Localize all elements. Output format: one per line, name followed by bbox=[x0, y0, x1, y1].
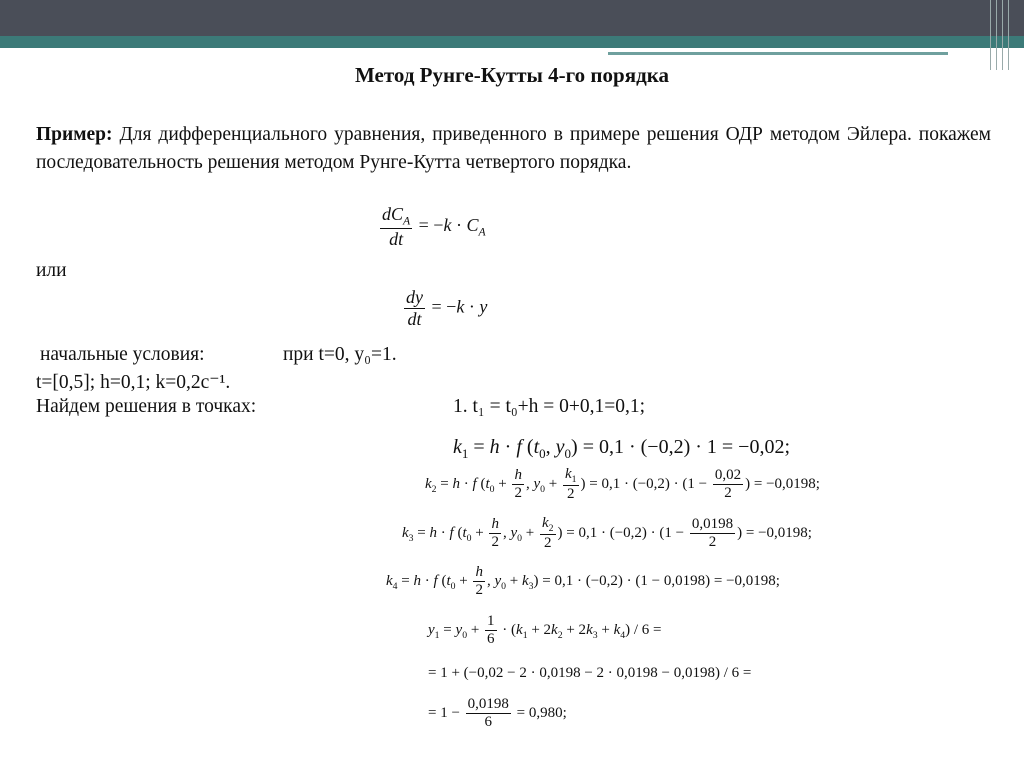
equation-ode-y: $\frac{dy}{dt}$ = −k · y bbox=[406, 287, 488, 329]
header-bar bbox=[0, 0, 1024, 36]
initial-conditions-label: начальные условия: bbox=[40, 344, 205, 365]
parameters: t=[0,5]; h=0,1; k=0,2c⁻¹. bbox=[36, 372, 231, 393]
slide-title: Метод Рунге-Кутты 4-го порядка bbox=[355, 63, 669, 87]
equation-k1: $k_1 = h \cdot f$ ($t_0$, $y_0) = 0,1 \cdot (-0,2) \cdot 1 = -0,02$; bbox=[453, 436, 791, 461]
equation-k3: $k_3 = h \cdot f$ ($t_0$ + $\frac{h}{2}$ , $y_0$ + $\frac{k_2}{2}$ ) = 0,1 · (−0,2) · (1 − $\frac{0,0198}{2}$ ) = −0,0198; bbox=[402, 515, 812, 551]
or-label: или bbox=[36, 260, 67, 281]
accent-bar bbox=[0, 36, 1024, 48]
equation-k2: $k_2 = h \cdot f$ ($t_0$ + $\frac{h}{2}$ , $y_0$ + $\frac{k_1}{2}$ ) = 0,1 · (−0,2) · (1 − $\frac{0,02}{2}$ ) = −0,0198; bbox=[425, 466, 820, 502]
decorative-lines bbox=[986, 0, 1016, 70]
accent-line bbox=[608, 52, 948, 55]
equation-ode: $\frac{dC_A}{dt}$ = $-k \cdot C_A$ bbox=[382, 204, 486, 249]
intro-text: Для дифференциального уравнения, приведенного в примере решения ОДР методом Эйлера. покажем последовательность решения методом Рунге-Кутта четвертого порядка. bbox=[36, 124, 991, 173]
equation-y1-expanded: = 1 + (−0,02 − 2 · 0,0198 − 2 · 0,0198 − 0,0198) / 6 = bbox=[428, 665, 752, 681]
equation-k4: $k_4 = h \cdot f$ ($t_0$ + $\frac{h}{2}$ , $y_0 + k_3) = 0,1 \cdot (-0,2) \cdot (1 - 0,0198) = -0,0198$; bbox=[386, 564, 780, 598]
equation-y1: $y_1 = y_0$ + $\frac{1}{6}$ · $(k_1 + 2k_2 + 2k_3 + k_4) / 6$ = bbox=[428, 613, 662, 647]
initial-conditions-value: при t=0, y₀=1. bbox=[283, 344, 397, 365]
step-1: 1. t₁ = t₀+h = 0+0,1=0,1; bbox=[453, 396, 646, 417]
example-label: Пример: bbox=[36, 124, 113, 145]
equation-y1-result: = 1 − $\frac{0,0198}{6}$ = 0,980; bbox=[428, 696, 567, 730]
intro-paragraph bbox=[36, 121, 991, 177]
find-solutions-label: Найдем решения в точках: bbox=[36, 396, 257, 417]
